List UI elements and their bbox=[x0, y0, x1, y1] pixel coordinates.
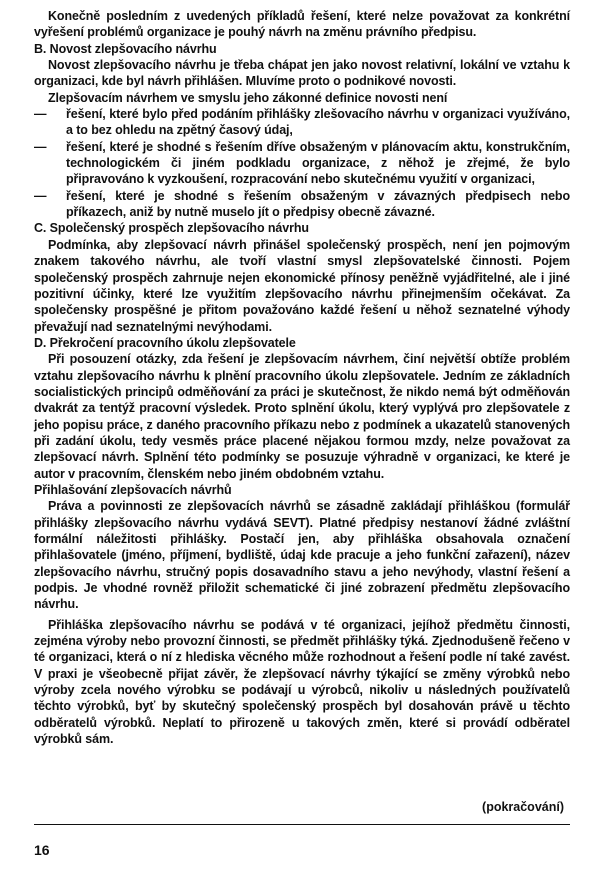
list-dash: — bbox=[34, 139, 47, 154]
section-e-heading: Přihlašování zlepšovacích návrhů bbox=[34, 482, 232, 497]
list-item bbox=[34, 106, 570, 139]
section-c-heading: C. Společenský prospěch zlepšovacího návrhu bbox=[34, 221, 309, 236]
list-item-text: řešení, které je shodné s řešením dříve obsaženým v plánovacím aktu, konstrukčním, technologickém či jiném podkladu organizace, z něhož je zřejmé, že bylo připravováno k vyzkoušení, rozpracování nebo skutečnému využití v organizaci, bbox=[66, 139, 570, 187]
list-dash: — bbox=[34, 188, 47, 203]
section-b-list-intro: Zlepšovacím návrhem ve smyslu jeho zákonné definice novosti není bbox=[48, 90, 448, 105]
section-b-heading: B. Novost zlepšovacího návrhu bbox=[34, 41, 217, 56]
section-e-paragraph-2: Přihláška zlepšovacího návrhu se podává v té organizaci, jejíhož předmětu činnosti, zejména výroby nebo provozní činnosti, se předmět přihlášky týká. Zjednodušeně řečeno v té organizaci, která o ní z hlediska věcného může rozhodnout a řešení podle ní také zavést. V praxi je všeobecně přijat závěr, že zlepšovací návrhy týkající se změny výrobků nebo výroby zcela nového výrobku se podávají u výrobců, nikoliv u následných používatelů těchto výrobků, byť by skutečný společenský prospěch byl dosahován právě u těchto odběratelů výrobků. Neplatí to přirozeně u takových změn, které si provádí odběratel výrobků sám. bbox=[34, 617, 570, 747]
section-b-paragraph: Novost zlepšovacího návrhu je třeba chápat jen jako novost relativní, lokální ve vztahu k organizaci, kde byl návrh přihlášen. Mluvíme proto o podnikové novosti. bbox=[34, 58, 570, 89]
document-body bbox=[34, 8, 570, 747]
section-b-list bbox=[34, 106, 570, 220]
list-dash: — bbox=[34, 107, 47, 122]
continued-divider bbox=[34, 798, 570, 825]
continued-note: (pokračování) bbox=[482, 800, 564, 814]
section-e-paragraph-1: Práva a povinnosti ze zlepšovacích návrhů se zásadně zakládají přihláškou (formulář přihlášky zlepšovacího návrhu vydává SEVT). Platné předpisy nestanoví žádné zvláštní formální náležitosti přihlášky. Postačí jen, aby přihláška obsahovala označení přihlašovatele (jméno, příjmení, bydliště, údaj kde pracuje a jeho funkční zařazení), název zlepšovacího návrhu, stručný popis dosavadního stavu a jeho nevýhody, vlastní řešení a podpis. Je vhodné rovněž přiložit schematické či jiné zobrazení předmětu zlepšovacího návrhu. bbox=[34, 499, 570, 612]
intro-paragraph: Konečně posledním z uvedených příkladů řešení, které nelze považovat za konkrétní vyřešení problémů organizace je pouhý návrh na změnu právního předpisu. bbox=[34, 9, 570, 40]
section-d-heading: D. Překročení pracovního úkolu zlepšovatele bbox=[34, 335, 296, 350]
section-c-paragraph: Podmínka, aby zlepšovací návrh přinášel společenský prospěch, není jen pojmovým znakem takového návrhu, ale tvoří vlastní smysl zlepšovatelské činnosti. Pojem společenský prospěch zahrnuje nejen ekonomické přínosy peněžně vyjádřitelné, ale i jiné pozitivní účinky, které lze využitím zlepšovacího návrhu přinejmenším očekávat. Za společensky prospěšné je přitom považováno každé řešení u něhož seznatelné výhody převažují nad seznatelnými nevýhodami. bbox=[34, 237, 570, 334]
list-item-text: řešení, které bylo před podáním přihlášky zlešovacího návrhu v organizaci využíváno, a to bez ohledu na zpětný časový údaj, bbox=[66, 107, 570, 138]
section-d-paragraph: Při posouzení otázky, zda řešení je zlepšovacím návrhem, činí největší obtíže problém vztahu zlepšovacího návrhu k plnění pracovního úkolu zlepšovatele. Jedním ze základních socialistických principů odměňování za práci je skutečnost, že nikdo nemá být odměňován dvakrát za tentýž pracovní výsledek. Proto splnění úkolu, který vyplývá pro zlepšovatele z jeho popisu práce, z daného pracovního příkazu nebo z podmínek a ukazatelů stanovených při zadání úkolu, tedy vesměs práce placené nějakou formou mzdy, nelze považovat za zlepšovací návrh. Splnění této podmínky se posuzuje výhradně v organizaci, ke které je autor v pracovním, členském nebo jiném obdobném vztahu. bbox=[34, 352, 570, 481]
page-number: 16 bbox=[34, 842, 50, 858]
list-item bbox=[34, 139, 570, 188]
list-item bbox=[34, 188, 570, 221]
list-item-text: řešení, které je shodné s řešením obsaženým v závazných předpisech nebo příkazech, aniž by nutně muselo jít o předpisy obecně závazné. bbox=[66, 188, 570, 220]
